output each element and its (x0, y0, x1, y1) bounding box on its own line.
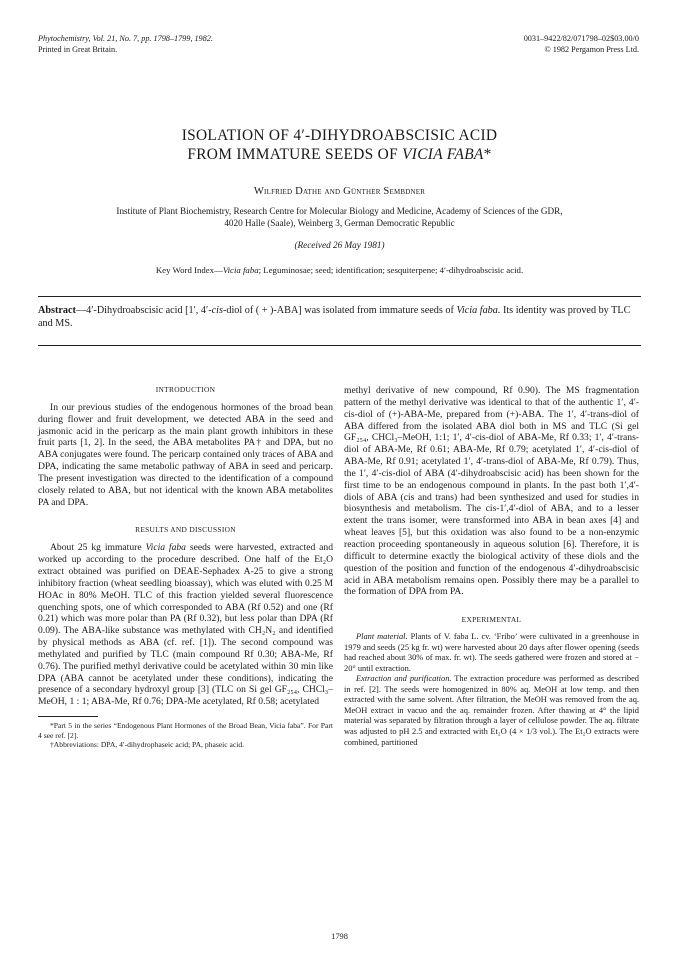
printed-line: Printed in Great Britain. (38, 44, 118, 54)
results-p1-species: Vicia faba (145, 542, 186, 554)
results-paragraph-1-cont: methyl derivative of new compound, Rf 0.90). The MS fragmentation pattern of the methyl derivative was identical to that of the authentic 1′, 4′-cis-diol of (+)-ABA-Me, prepared from (+)-ABA. The 1′, 4′-trans-diol of ABA differed from the isolated ABA diol both in MS and TLC (Si gel GF₂₅₄, CHCl₃–MeOH, 1:1; 1′, 4′-cis-diol of ABA-Me, Rf 0.33; 1′, 4′-trans-diol of ABA-Me, Rf 0.61; ABA-Me, Rf 0.79; acetylated 1′, 4′-cis-diol of ABA-Me, Rf 0.91; acetylated 1′, 4′-trans-diol of ABA-Me, Rf 0.79). Thus, the 1′, 4′-cis-diol of ABA (4′-dihydroabscisic acid) has been shown for the first time to be an endogenous compound in plants. In the past both 1′,4′-diols of ABA (cis and trans) had been synthesized and used for studies in biosynthesis and metabolism. The cis-1′,4′-diol of ABA, and to a lesser extent the trans isomer, were transformed into ABA in bean axes [4] and wheat leaves [5], but this oxidation was also found to be a non-enzymic reaction proceeding spontaneously in aqueous solution [6]. Therefore, it is difficult to determine exactly the biological activity of these diols and the question of the position and function of the endogenous 4′-dihydroabscisic acid in ABA metabolism remains open. Possibly there may be a parallel to the formation of DPA from PA. (344, 385, 639, 598)
authors: Wilfried Dathe and Günther Sembdner (253, 186, 426, 197)
experimental-extraction (344, 674, 639, 748)
intro-paragraph: In our previous studies of the endogenous hormones of the broad bean during flower and fruit development, we detected ABA in the seed and jasmonic acid in the pericarp as the main plant growth inhibitors in these fruit parts [1, 2]. In the seed, the ABA metabolites PA† and DPA, but no ABA conjugates were found. The pericarp contained only traces of ABA and DPA, indicating the same metabolic pathway of ABA in seed and pericarp. The present investigation was directed to the identification of a compound closely related to ABA, but not identical with the known ABA metabolites PA and DPA. (38, 401, 333, 508)
affiliation-line-2: 4020 Halle (Saale), Weinberg 3, German Democratic Republic (224, 218, 455, 228)
footnote-2: †Abbreviations: DPA, 4′-dihydrophaseic acid; PA, phaseic acid. (50, 740, 245, 750)
footnote-rule (38, 716, 98, 717)
abstract-text-2: -diol of ( + )-ABA] was isolated from immature seeds of (222, 305, 457, 316)
affiliation-line-1: Institute of Plant Biochemistry, Research Centre for Molecular Biology and Medicine, Academy of Sciences of the GDR, (116, 206, 563, 216)
results-p1-b: seeds were harvested, extracted and worked up according to the procedure described. One half of the Et₂O extract obtained was purified on DEAE-Sephadex A-25 to give a strong inhibitory fraction (wheat seedling bioassay), which was eluted with 0.25 M HOAc in 80% MeOH. TLC of this fraction yielded several fluorescence quenching spots, one of which corresponded to ABA (Rf 0.52) and one (Rf 0.21) which was more polar than PA (Rf 0.32), but less polar than DPA (Rf 0.09). The ABA-like substance was methylated with CH₂N₂ and identified by physical methods as ABA (cf. ref. [1]). The second compound was methylated and purified by TLC (main compound Rf 0.30; ABA-Me, Rf 0.76). The purified methyl derivative could be acetylated within 30 min like DPA (ABA cannot be acetylated under these conditions), indicating the presence of a secondary hydroxyl group [3] (TLC on Si gel GF₂₅₄, CHCl₃–MeOH, 1 : 1; ABA-Me, Rf 0.76; DPA-Me acetylated, Rf 0.58; acetylated (38, 542, 334, 708)
article-code: 0031–9422/82/071798–02$03.00/0 (523, 34, 639, 43)
publisher-header (524, 34, 639, 55)
keyword-index (0, 265, 679, 275)
page-number: 1798 (331, 932, 348, 941)
abstract-cis: cis (211, 305, 223, 316)
title-species: VICIA FABA (402, 145, 484, 163)
plant-material-text: Plants of V. faba L. cv. ‘Fribo’ were cultivated in a greenhouse in 1979 and seeds (25 kg fr. wt) were harvested about 20 days after flower opening (seeds had reached about 30% of max. fr. wt). The seeds gathered were frozen and stored at − 20° until extraction. (344, 632, 640, 673)
right-column (344, 385, 639, 748)
title-line-2-prefix: FROM IMMATURE SEEDS OF (187, 145, 403, 163)
plant-material-label: Plant material. (356, 632, 408, 642)
results-heading: RESULTS AND DISCUSSION (135, 525, 236, 535)
results-p1-a: About 25 kg immature (50, 542, 146, 554)
extraction-label: Extraction and purification. (356, 674, 452, 684)
footnote-1: *Part 5 in the series “Endogenous Plant Hormones of the Broad Bean, Vicia faba”. For Part 4 see ref. [2]. (38, 721, 333, 740)
abstract (38, 305, 641, 330)
paper-title (0, 127, 679, 164)
affiliation (30, 205, 649, 229)
abstract-text-1: —4′-Dihydroabscisic acid [1′, 4′- (75, 305, 212, 316)
copyright-line: © 1982 Pergamon Press Ltd. (544, 44, 639, 54)
left-column (38, 380, 333, 750)
journal-citation: Phytochemistry, Vol. 21, No. 7, pp. 1798–1799, 1982. (38, 34, 213, 43)
title-line-2 (0, 146, 679, 165)
title-footnote-mark: * (483, 145, 492, 163)
abstract-label: Abstract (38, 305, 76, 316)
abstract-bottom-rule (38, 345, 641, 346)
keyword-label: Key Word Index— (155, 265, 223, 275)
keyword-list: ; Leguminosae; seed; identification; sesquiterpene; 4′-dihydroabscisic acid. (258, 265, 524, 275)
experimental-section (344, 632, 639, 748)
experimental-heading: EXPERIMENTAL (461, 615, 522, 625)
abstract-text-3: Its identity was proved by TLC and MS. (38, 305, 631, 329)
abstract-species: Vicia faba. (456, 305, 501, 316)
extraction-text: The extraction procedure was performed as described in ref. [2]. The seeds were homogenized in 80% aq. MeOH at low temp. and then extracted with the same solvent. After filtration, the MeOH was removed from the aq. MeOH extract in vacuo and the aq. remainder frozen. After thawing at 4° the lipid material was separated by filtration through a layer of cellulose powder. The aq. filtrate was adjusted to pH 2.5 and extracted with Et₂O (4 × 1/3 vol.). The Et₂O extracts were combined, partitioned (344, 674, 639, 747)
abstract-top-rule (38, 296, 641, 297)
received-date: (Received 26 May 1981) (294, 240, 385, 250)
intro-heading: INTRODUCTION (155, 385, 216, 394)
experimental-plant-material (344, 632, 639, 674)
title-line-1: ISOLATION OF 4′-DIHYDROABSCISIC ACID (181, 127, 498, 144)
results-paragraph-1 (38, 542, 333, 708)
journal-header (38, 34, 213, 55)
keyword-species: Vicia faba (222, 265, 259, 275)
